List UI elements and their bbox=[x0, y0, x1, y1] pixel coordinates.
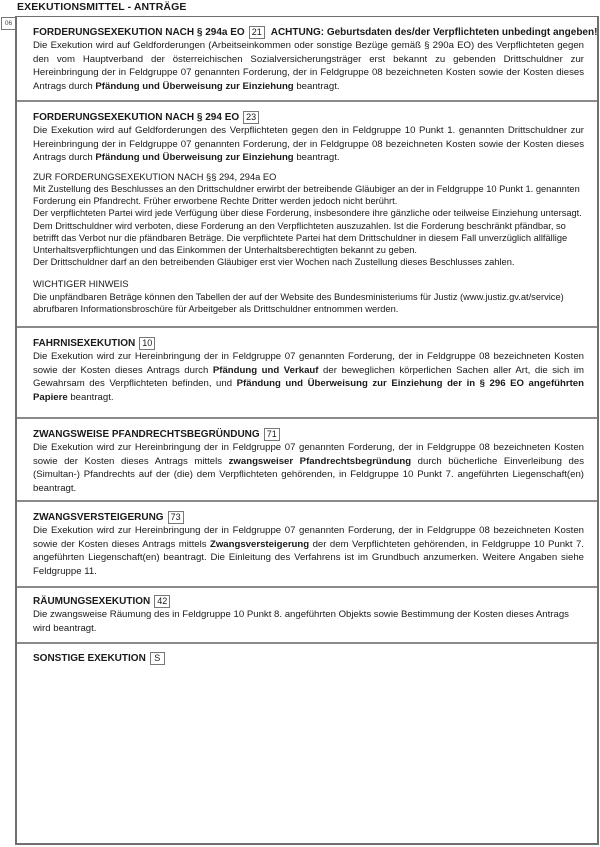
code-box-23[interactable]: 23 bbox=[243, 111, 259, 124]
section-heading: RÄUMUNGSEXEKUTION 42 bbox=[33, 595, 584, 608]
section-forderungsexekution-294 bbox=[17, 102, 597, 328]
warning-text: ACHTUNG: Geburtsdaten des/der Verpflichteten unbedingt angeben! bbox=[270, 27, 598, 38]
section-raeumungsexekution bbox=[17, 588, 597, 644]
info-heading: ZUR FORDERUNGSEXEKUTION NACH §§ 294, 294a EO bbox=[33, 171, 277, 182]
section-heading: FAHRNISEXEKUTION 10 bbox=[33, 337, 584, 350]
section-fahrnisexekution bbox=[17, 328, 597, 419]
info-line: Der Drittschuldner darf an den betreibenden Gläubiger erst vier Wochen nach Zustellung dieses Beschlusses zahlen. bbox=[33, 257, 515, 268]
info-line: Der verpflichteten Partei wird jede Verfügung über diese Forderung, insbesondere ihre gänzliche oder teilweise Einziehung untersagt. bbox=[33, 208, 582, 219]
section-heading: ZWANGSWEISE PFANDRECHTSBEGRÜNDUNG 71 bbox=[33, 428, 584, 441]
code-box-s[interactable]: S bbox=[150, 652, 165, 665]
section-text: Die zwangsweise Räumung des in Feldgruppe 10 Punkt 8. angeführten Objekts sowie Bestimmung der Kosten dieses Antrags wird beantragt. bbox=[33, 609, 569, 634]
notice-text: Die unpfändbaren Beträge können den Tabellen der auf der Website des Bundesministeriums für Justiz (www.justiz.gv.at/service) abrufbaren Informationsbroschüre für Arbeitgeber als Drittschuldner entnommen werden. bbox=[33, 291, 564, 314]
code-box-73[interactable]: 73 bbox=[168, 511, 184, 524]
section-heading: FORDERUNGSEXEKUTION NACH § 294a EO 21 ACHTUNG: Geburtsdaten des/der Verpflichteten unbedingt angeben! bbox=[33, 27, 598, 38]
code-box-21[interactable]: 21 bbox=[249, 26, 265, 39]
code-box-10[interactable]: 10 bbox=[139, 337, 155, 350]
section-text: Die Exekution wird zur Hereinbringung der in Feldgruppe 07 genannten Forderung, der in Feldgruppe 08 bezeichneten Kosten sowie der Kosten dieses Antrags mittels Zwangsversteigerung der dem Verpflichteten gehörenden, in Feldgruppe 10 Punkt 7. angeführten Liegenschaft(en) beantragt. Die Einleitung des Verfahrens ist im Grundbuch anzumerken. Weitere Angaben siehe Feldgruppe 11. bbox=[33, 525, 584, 577]
info-line: Dem Drittschuldner wird verboten, diese Forderung an den Verpflichteten auszuzahlen. Ist die Forderung beschränkt pfändbar, so betrifft das Verbot nur die pfändbaren Beträge. Die verpflichtete Partei hat dem Drittschuldner in diesem Fall unverzüglich allfällige Unterhaltsverpflichtungen und das Einkommen der Unterhaltsberechtigten bekannt zu geben. bbox=[33, 220, 568, 255]
section-heading: FORDERUNGSEXEKUTION NACH § 294 EO 23 bbox=[33, 111, 584, 124]
page-title: EXEKUTIONSMITTEL - ANTRÄGE bbox=[17, 1, 187, 13]
code-box-42[interactable]: 42 bbox=[154, 595, 170, 608]
section-sonstige-exekution bbox=[17, 644, 597, 843]
code-box-71[interactable]: 71 bbox=[264, 428, 280, 441]
section-text: Die Exekution wird auf Geldforderungen (Arbeitseinkommen oder sonstige Bezüge gemäß § 290a EO) des Verpflichteten gegen den vom Hauptverband der österreichischen Sozialversicherungsträger erst bekannt zu gebenden Drittschuldner zur Hereinbringung der in Feldgruppe 07 genannten Forderung, der in Feldgruppe 08 bezeichneten Kosten sowie der Kosten dieses Antrags durch Pfändung und Überweisung zur Einziehung beantragt. bbox=[33, 40, 584, 92]
notice-heading: WICHTIGER HINWEIS bbox=[33, 279, 129, 290]
section-text: Die Exekution wird zur Hereinbringung der in Feldgruppe 07 genannten Forderung, der in Feldgruppe 08 bezeichneten Kosten sowie der Kosten dieses Antrags durch Pfändung und Verkauf der beweglichen körperlichen Sachen aller Art, die sich im Gewahrsam des Verpflichteten befinden, und Pfändung und Überweisung zur Einziehung der in § 296 EO angeführten Papiere beantragt. bbox=[33, 351, 584, 403]
section-zwangsversteigerung bbox=[17, 502, 597, 588]
info-line: Mit Zustellung des Beschlusses an den Drittschuldner erwirbt der betreibende Gläubiger an der in Feldgruppe 10 Punkt 1. genannten Forderung ein Pfandrecht. Früher erworbene Rechte Dritter werden jedoch nicht berührt. bbox=[33, 183, 580, 207]
section-text: Die Exekution wird auf Geldforderungen des Verpflichteten gegen den in Feldgruppe 10 Punkt 1. genannten Drittschuldner zur Hereinbringung der in Feldgruppe 07 genannten Forderung, der in Feldgruppe 08 bezeichneten Kosten sowie der Kosten dieses Antrags durch Pfändung und Überweisung zur Einziehung beantragt. bbox=[33, 125, 584, 164]
section-heading: SONSTIGE EXEKUTION S bbox=[33, 652, 584, 665]
section-heading: ZWANGSVERSTEIGERUNG 73 bbox=[33, 511, 584, 524]
field-group-number: 06 bbox=[1, 17, 16, 30]
section-zwangsweise-pfandrechtsbegruendung bbox=[17, 419, 597, 502]
section-text: Die Exekution wird zur Hereinbringung der in Feldgruppe 07 genannten Forderung, der in Feldgruppe 08 bezeichneten Kosten sowie der Kosten dieses Antrags mittels zwangsweiser Pfandrechtsbegründung durch bücherliche Einverleibung des (Simultan-) Pfandrechts auf der (die) dem Verpflichteten gehörenden, in Feldgruppe 10 Punkt 7. angeführten Liegenschaft(en) beantragt. bbox=[33, 442, 584, 494]
section-forderungsexekution-294a bbox=[17, 17, 597, 102]
free-text-area[interactable] bbox=[17, 672, 597, 843]
enforcement-applications-form bbox=[15, 16, 599, 845]
